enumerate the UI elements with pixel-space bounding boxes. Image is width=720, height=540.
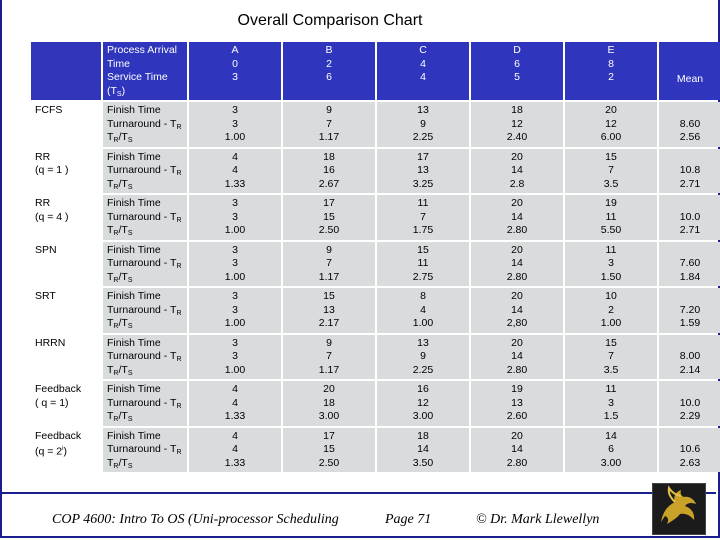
ratio-label: $T_R/T_S$ [107,363,133,377]
turnaround-value: 15 [323,443,335,455]
mean-ratio-value: 2.29 [679,410,701,422]
finish-time-value: 20 [605,104,617,116]
process-name: C [419,44,427,56]
turnaround-value: 6 [608,443,614,455]
finish-time-value: 20 [511,197,523,209]
process-value-cell [283,381,375,426]
turnaround-value: 14 [511,303,523,316]
finish-time-value: 3 [232,197,238,209]
table-row [31,381,720,426]
header-mean-cell [659,42,720,100]
finish-time-value: 15 [605,336,617,349]
turnaround-value: 9 [420,350,426,362]
ratio-value: 2.25 [412,131,434,143]
ratio-value: 1.33 [224,410,246,422]
footer-page-number: Page 71 [385,512,432,527]
comparison-table [29,40,720,474]
turnaround-value: 7 [608,164,614,176]
footer-course: COP 4600: Intro To OS (Uni-processor Scheduling [52,512,339,527]
turnaround-value: 12 [417,396,429,409]
process-service: 3 [232,71,238,83]
finish-time-value: 20 [511,150,523,163]
process-value-cell [565,195,657,240]
turnaround-value: 7 [420,210,426,223]
turnaround-value: 7 [326,257,332,269]
turnaround-label: Turnaround - $T_R$ [107,350,182,363]
process-value-cell [471,288,563,333]
process-service: 2 [608,71,614,83]
finish-time-value: 11 [605,383,617,395]
turnaround-value: 3 [232,210,238,223]
ratio-value: 2.17 [318,317,340,329]
ratio-value: 5.50 [600,224,622,236]
finish-time-value: 3 [232,290,238,302]
process-value-cell [283,428,375,473]
finish-time-value: 9 [326,104,332,116]
ratio-value: 2.8 [509,177,525,190]
process-arrival: 2 [326,57,332,70]
turnaround-value: 11 [417,257,429,269]
finish-time-value: 18 [323,150,335,163]
finish-time-value: 18 [511,104,523,116]
finish-time-label: Finish Time [107,197,161,209]
metric-labels-cell [103,288,187,333]
metric-labels-cell [103,149,187,194]
process-value-cell [471,335,563,380]
process-value-cell [565,335,657,380]
finish-time-label: Finish Time [107,104,161,116]
mean-ratio-value: 2.71 [679,224,701,236]
policy-quantum: $(q = 2^i)$ [35,445,67,458]
table-row [31,335,720,380]
ratio-value: 1.50 [600,270,622,283]
process-value-cell [377,428,469,473]
finish-time-value: 16 [417,383,429,395]
turnaround-value: 14 [511,443,523,455]
header-blank-cell [31,42,101,100]
process-value-cell [189,195,281,240]
mean-value-cell [659,288,720,333]
turnaround-value: 7 [326,117,332,130]
policy-name: Feedback [35,383,82,395]
finish-time-value: 11 [417,197,429,209]
turnaround-value: 14 [511,164,523,176]
metric-labels-cell [103,428,187,473]
ratio-value: 1.33 [224,177,246,190]
process-value-cell [283,195,375,240]
ratio-value: 1.00 [600,317,622,329]
finish-time-value: 4 [232,429,238,442]
process-value-cell [471,195,563,240]
process-value-cell [377,381,469,426]
process-value-cell [377,288,469,333]
header-process-cell [283,42,375,100]
process-value-cell [189,428,281,473]
header-label-arrival: Process Arrival [107,44,178,56]
policy-name-cell [31,195,101,240]
turnaround-value: 12 [605,117,617,130]
process-value-cell [283,102,375,147]
turnaround-value: 12 [511,117,523,130]
process-service: 5 [514,71,520,83]
process-name: B [325,44,333,56]
ratio-value: 2.80 [506,270,528,283]
finish-time-value: 3 [232,104,238,116]
mean-turnaround-value: 10.0 [679,396,701,409]
header-process-cell [565,42,657,100]
mean-ratio-value: 1.84 [679,270,701,283]
header-process-cell [377,42,469,100]
process-arrival: 6 [514,57,520,70]
turnaround-value: 14 [417,443,429,455]
process-value-cell [377,195,469,240]
mean-label: Mean [676,72,704,85]
turnaround-value: 11 [605,210,617,223]
ratio-value: 2.50 [318,456,340,469]
turnaround-value: 3 [232,350,238,362]
turnaround-value: 3 [232,303,238,316]
turnaround-value: 3 [232,117,238,130]
finish-time-value: 8 [420,290,426,302]
mean-ratio-value: 2.56 [679,131,701,143]
mean-value-cell [659,242,720,287]
finish-time-value: 17 [323,197,335,209]
turnaround-value: 3 [608,257,614,269]
policy-name-cell [31,149,101,194]
policy-quantum: (q = 1 ) [35,164,69,176]
process-value-cell [377,102,469,147]
turnaround-label: Turnaround - $T_R$ [107,257,182,270]
process-value-cell [189,102,281,147]
ratio-value: 1.00 [224,270,246,283]
process-value-cell [471,149,563,194]
ratio-value: 2.80 [506,224,528,236]
finish-time-value: 4 [232,150,238,163]
turnaround-label: Turnaround - $T_R$ [107,303,182,317]
ratio-value: 2.25 [412,363,434,376]
policy-quantum: ( q = 1) [35,396,69,409]
table-row [31,149,720,194]
mean-turnaround-value: 7.20 [679,303,701,316]
ratio-value: 3.00 [318,410,340,422]
metric-labels-cell [103,195,187,240]
process-value-cell [189,381,281,426]
mean-turnaround-value: 8.60 [679,117,701,130]
finish-time-value: 10 [605,290,617,302]
finish-time-value: 11 [605,243,617,256]
turnaround-value: 13 [323,303,335,316]
mean-turnaround-value: 10.0 [679,210,701,223]
finish-time-value: 17 [323,429,335,442]
process-value-cell [189,335,281,380]
process-value-cell [377,242,469,287]
finish-time-value: 18 [417,429,429,442]
process-arrival: 8 [608,57,614,70]
ratio-value: 2.75 [412,270,434,283]
turnaround-value: 16 [323,164,335,176]
policy-name-cell [31,288,101,333]
mean-ratio-value: 2.71 [679,177,701,190]
turnaround-label: Turnaround - $T_R$ [107,210,182,224]
finish-time-label: Finish Time [107,429,161,442]
ratio-value: 2.80 [506,363,528,376]
table-row [31,242,720,287]
process-value-cell [189,242,281,287]
finish-time-value: 9 [326,243,332,256]
ratio-value: 6.00 [600,131,622,143]
ratio-label: $T_R/T_S$ [107,224,133,237]
turnaround-value: 4 [232,396,238,409]
turnaround-value: 4 [420,303,426,316]
ratio-value: 3.00 [600,456,622,469]
mean-value-cell [659,428,720,473]
ratio-label: $T_R/T_S$ [107,177,133,191]
finish-time-label: Finish Time [107,383,161,395]
ratio-value: 3.5 [603,177,619,190]
mean-value-cell [659,195,720,240]
metric-labels-cell [103,102,187,147]
turnaround-value: 15 [323,210,335,223]
finish-time-label: Finish Time [107,336,161,349]
header-label-cell [103,42,187,100]
turnaround-value: 4 [232,443,238,455]
finish-time-value: 20 [511,290,523,302]
process-arrival: 4 [420,57,426,70]
mean-turnaround-value: 10.6 [679,443,701,455]
process-value-cell [565,102,657,147]
finish-time-value: 3 [232,336,238,349]
policy-name: RR [35,197,51,209]
table-row [31,102,720,147]
metric-labels-cell [103,335,187,380]
finish-time-value: 20 [511,243,523,256]
finish-time-value: 15 [417,243,429,256]
turnaround-label: Turnaround - $T_R$ [107,164,182,177]
ratio-value: 2.80 [506,456,528,469]
process-value-cell [283,288,375,333]
ratio-value: 1.5 [603,410,619,422]
process-value-cell [189,149,281,194]
footer-author: © Dr. Mark Llewellyn [476,512,600,527]
process-value-cell [565,149,657,194]
ratio-value: 3.50 [412,456,434,469]
turnaround-value: 18 [323,396,335,409]
ratio-value: 3.00 [412,410,434,422]
ratio-value: 1.00 [224,363,246,376]
table-row [31,288,720,333]
finish-time-value: 19 [605,197,617,209]
process-value-cell [565,288,657,333]
ratio-value: 1.00 [224,131,246,143]
finish-time-value: 4 [232,383,238,395]
policy-name-cell [31,335,101,380]
footer-bar [0,492,716,538]
mean-value-cell [659,102,720,147]
ratio-value: 1.17 [318,270,340,283]
turnaround-value: 14 [511,257,523,269]
ratio-value: 2,80 [506,317,528,329]
turnaround-value: 14 [511,350,523,362]
ratio-value: 1.00 [412,317,434,329]
process-value-cell [377,335,469,380]
process-name: D [513,44,521,56]
mean-ratio-value: 2.63 [679,456,701,469]
turnaround-value: 7 [326,350,332,362]
policy-name: Feedback [35,429,82,442]
policy-name: RR [35,150,51,163]
finish-time-value: 15 [323,290,335,302]
policy-quantum: (q = 4 ) [35,210,69,223]
metric-labels-cell [103,381,187,426]
page-title: Overall Comparison Chart [237,12,423,29]
process-value-cell [565,242,657,287]
header-label-service: Service Time [107,71,168,83]
finish-time-value: 9 [326,336,332,349]
process-name: A [231,44,239,56]
table-row [31,428,720,473]
finish-time-label: Finish Time [107,150,161,163]
mean-ratio-value: 2.14 [679,363,701,376]
finish-time-value: 13 [417,104,429,116]
turnaround-value: 9 [420,117,426,130]
process-service: 4 [420,71,426,83]
ratio-value: 1.75 [412,224,434,236]
finish-time-value: 19 [511,383,523,395]
process-value-cell [471,242,563,287]
header-process-cell [471,42,563,100]
mean-turnaround-value: 8.00 [679,350,701,362]
header-row [31,42,720,100]
ratio-value: 3.25 [412,177,434,190]
policy-name-cell [31,102,101,147]
process-value-cell [565,428,657,473]
turnaround-label: Turnaround - $T_R$ [107,117,182,131]
finish-time-label: Finish Time [107,290,161,302]
finish-time-value: 17 [417,150,429,163]
process-service: 6 [326,71,332,83]
mean-value-cell [659,381,720,426]
policy-name: FCFS [35,104,63,116]
ratio-value: 2.60 [506,410,528,422]
mean-turnaround-value: 7.60 [679,257,701,269]
process-value-cell [471,102,563,147]
process-value-cell [283,149,375,194]
turnaround-value: 3 [608,396,614,409]
policy-name: HRRN [35,336,66,349]
ratio-value: 1.17 [318,363,340,376]
process-name: E [607,44,615,56]
ratio-value: 2.67 [318,177,340,190]
finish-time-value: 15 [605,150,617,163]
turnaround-value: 13 [417,164,429,176]
table-row [31,195,720,240]
finish-time-value: 14 [605,429,617,442]
finish-time-label: Finish Time [107,243,161,256]
ratio-label: $T_R/T_S$ [107,270,133,284]
finish-time-value: 3 [232,243,238,256]
mean-ratio-value: 1.59 [679,317,701,329]
process-value-cell [565,381,657,426]
policy-name: SPN [35,243,57,256]
ratio-label: $T_R/T_S$ [107,317,133,330]
turnaround-value: 4 [232,164,238,176]
ratio-value: 3.5 [603,363,619,376]
policy-name: SRT [35,290,56,302]
finish-time-value: 20 [511,429,523,442]
ratio-value: 1.00 [224,224,246,236]
process-value-cell [189,288,281,333]
process-value-cell [471,428,563,473]
ratio-value: 2.50 [318,224,340,236]
process-value-cell [471,381,563,426]
header-label-time: Time [107,57,130,70]
pegasus-logo-icon [652,483,706,535]
policy-name-cell [31,428,101,473]
finish-time-value: 13 [417,336,429,349]
ratio-value: 1.17 [318,131,340,143]
turnaround-value: 7 [608,350,614,362]
process-value-cell [283,242,375,287]
ratio-label: $T_R/T_S$ [107,131,133,144]
mean-turnaround-value: 10.8 [679,164,701,176]
finish-time-value: 20 [511,336,523,349]
finish-time-value: 20 [323,383,335,395]
turnaround-value: 2 [608,303,614,316]
header-process-cell [189,42,281,100]
turnaround-value: 14 [511,210,523,223]
mean-value-cell [659,335,720,380]
turnaround-label: Turnaround - $T_R$ [107,396,182,410]
ratio-label: $T_R/T_S$ [107,410,133,423]
policy-name-cell [31,381,101,426]
mean-value-cell [659,149,720,194]
ratio-label: $T_R/T_S$ [107,456,133,470]
turnaround-label: Turnaround - $T_R$ [107,443,182,456]
ratio-value: 1.00 [224,317,246,329]
turnaround-value: 13 [511,396,523,409]
metric-labels-cell [103,242,187,287]
ratio-value: 2.40 [506,131,528,143]
header-label-ts: $(T_S)$ [107,84,126,98]
turnaround-value: 3 [232,257,238,269]
policy-name-cell [31,242,101,287]
process-value-cell [283,335,375,380]
process-arrival: 0 [232,57,238,70]
process-value-cell [377,149,469,194]
ratio-value: 1.33 [224,456,246,469]
